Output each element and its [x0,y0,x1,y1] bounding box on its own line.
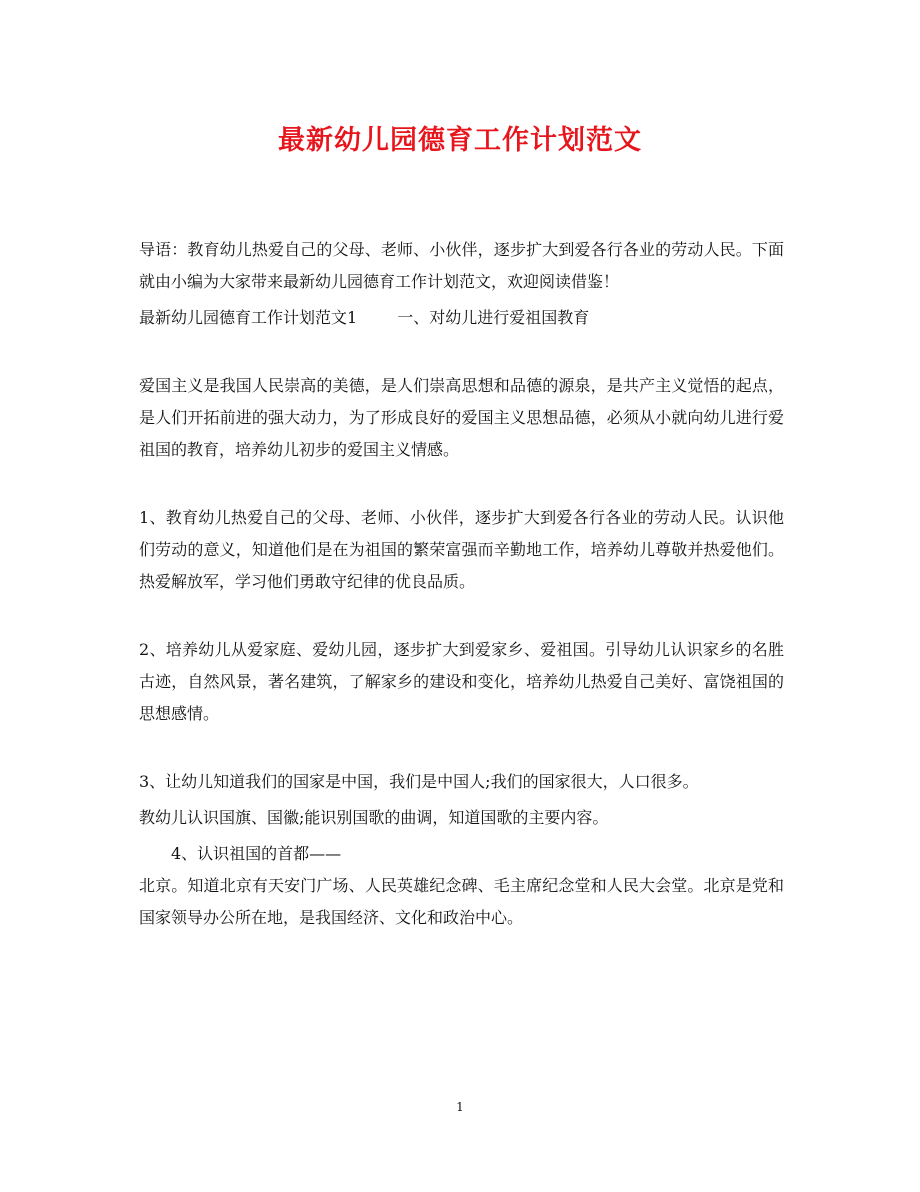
item-4-heading: 4、认识祖国的首都—— [171,844,342,863]
patriotism-paragraph: 爱国主义是我国人民崇高的美德，是人们崇高思想和品德的源泉，是共产主义觉悟的起点，是人们开拓前进的强大动力，为了形成良好的爱国主义思想品德，必须从小就向幼儿进行爱祖国的教育，培养幼儿初步的爱国主义情感。 [139,376,784,459]
item-1-paragraph: 1、教育幼儿热爱自己的父母、老师、小伙伴，逐步扩大到爱各行各业的劳动人民。认识他们劳动的意义，知道他们是在为祖国的繁荣富强而辛勤地工作，培养幼儿尊敬并热爱他们。热爱解放军，学习他们勇敢守纪律的优良品质。 [139,508,784,591]
item-3-line-1: 3、让幼儿知道我们的国家是中国，我们是中国人;我们的国家很大，人口很多。 [139,772,699,791]
spacer [139,466,784,502]
item-3-line-2: 教幼儿认识国旗、国徽;能识别国歌的曲调，知道国歌的主要内容。 [139,808,609,827]
section-line [139,302,784,334]
document-title: 最新幼儿园德育工作计划范文 [278,125,642,156]
spacer [139,334,784,370]
spacer [139,598,784,634]
item-2-paragraph: 2、培养幼儿从爱家庭、爱幼儿园，逐步扩大到爱家乡、爱祖国。引导幼儿认识家乡的名胜古迹，自然风景，著名建筑，了解家乡的建设和变化，培养幼儿热爱自己美好、富饶祖国的思想感情。 [139,640,784,723]
document-body [139,234,784,934]
section-heading: 一、对幼儿进行爱祖国教育 [397,308,590,327]
spacer [139,730,784,766]
section-label: 最新幼儿园德育工作计划范文1 [139,308,358,327]
item-4-body: 北京。知道北京有天安门广场、人民英雄纪念碑、毛主席纪念堂和人民大会堂。北京是党和国家领导办公所在地，是我国经济、文化和政治中心。 [139,876,784,927]
intro-paragraph: 导语：教育幼儿热爱自己的父母、老师、小伙伴，逐步扩大到爱各行各业的劳动人民。下面就由小编为大家带来最新幼儿园德育工作计划范文，欢迎阅读借鉴！ [139,240,784,291]
page-number: 1 [456,1100,464,1114]
